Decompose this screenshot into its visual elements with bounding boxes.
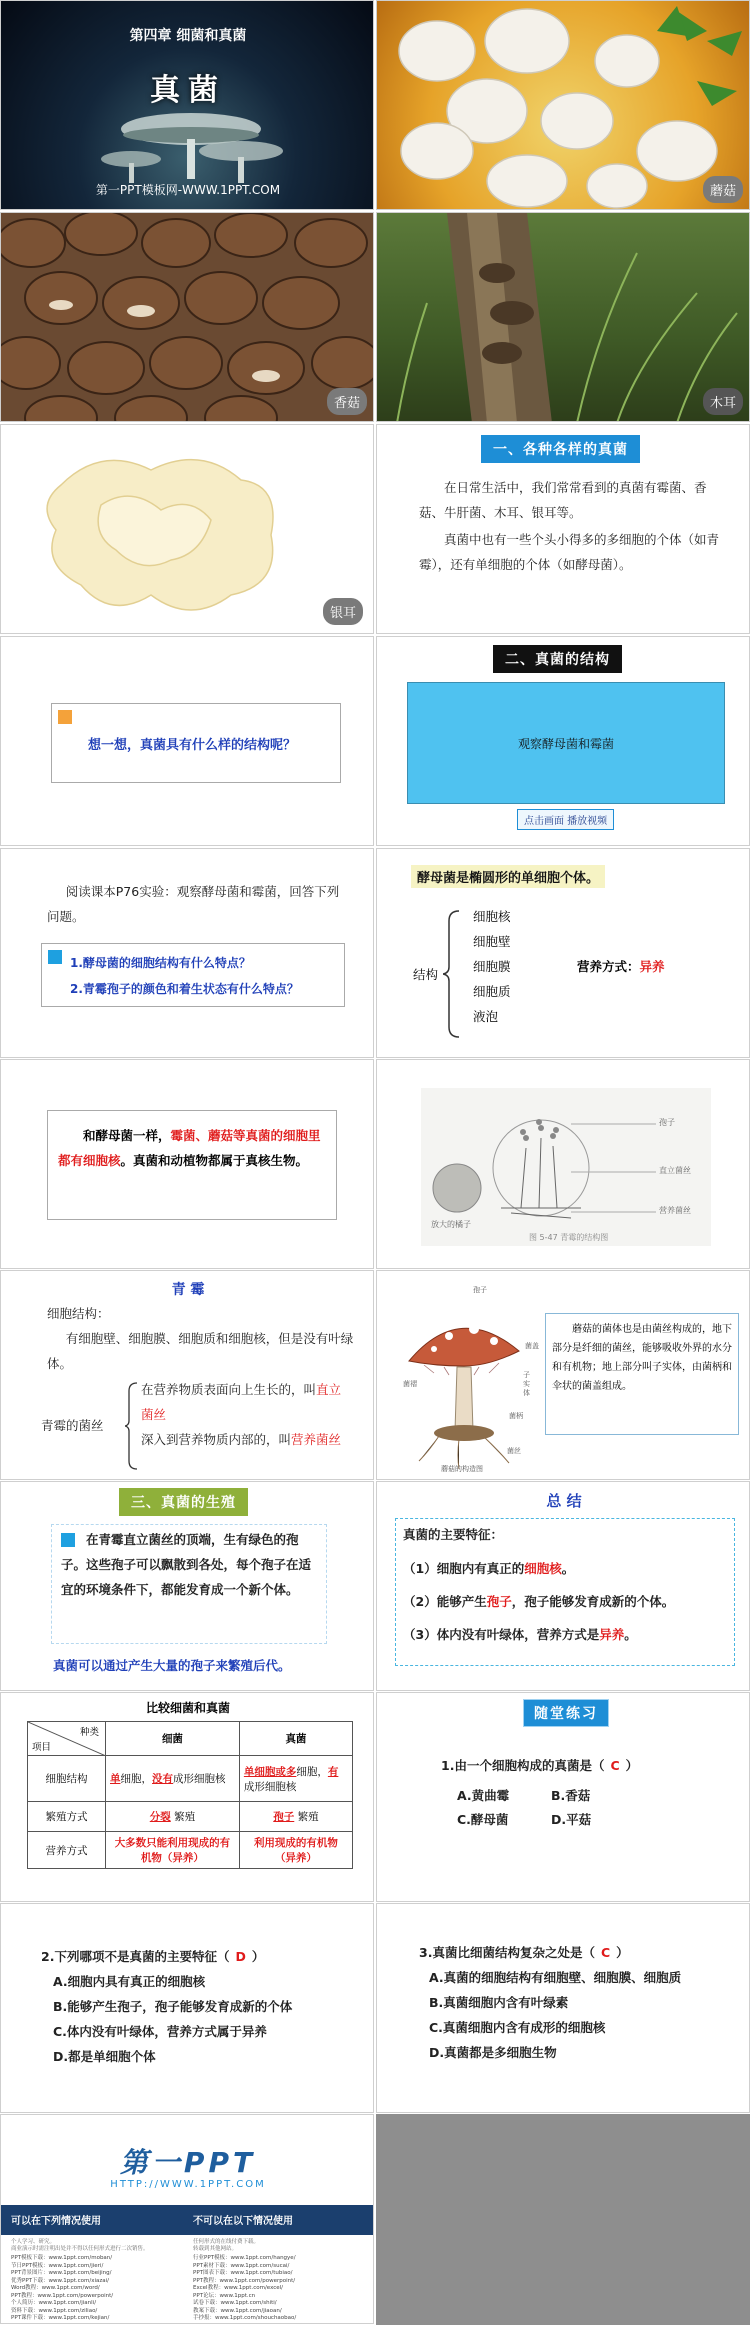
cannot-note-0: 任何形式的在线付费下载。 [193, 2239, 260, 2245]
q1-option-b[interactable]: B.香菇 [551, 1788, 591, 1803]
slide-variety[interactable] [376, 424, 750, 634]
structure-item-4: 液泡 [473, 1009, 499, 1024]
row-label-nutrition: 营养方式 [28, 1832, 106, 1869]
mushroom-label-body: 子实体 [523, 1371, 530, 1397]
cannot-note-1: 转载到其他网站。 [193, 2246, 238, 2252]
brace-icon [443, 909, 463, 1039]
q2-option-c[interactable]: C.体内没有叶绿体，营养方式属于异养 [53, 2024, 267, 2039]
r1c2a: 单细胞或多 [243, 1765, 297, 1778]
q1-text: 1.由一个细胞构成的真菌是（ [441, 1758, 605, 1773]
q1-option-c[interactable]: C.酵母菌 [457, 1812, 509, 1827]
eukaryote-post: 。真菌和动植物都属于真核生物。 [120, 1153, 309, 1168]
r2c1b: 繁殖 [174, 1811, 196, 1823]
sp1a: （1）细胞内有真正的 [403, 1561, 525, 1576]
link-left-2[interactable]: PPT背景图片：www.1ppt.com/beijing/ [11, 2270, 112, 2276]
q2-text: 2.下列哪项不是真菌的主要特征（ [41, 1949, 230, 1964]
corner-bottom: 项目 [32, 1742, 52, 1753]
orange-square-icon [58, 710, 72, 724]
eukaryote-pre: 和酵母菌一样， [83, 1128, 171, 1143]
slide-mushroom-photo[interactable] [376, 0, 750, 210]
link-right-7[interactable]: 教案下载：www.1ppt.com/jiaoan/ [193, 2307, 282, 2314]
table-header-row [28, 1722, 353, 1756]
slide-read-experiment[interactable] [0, 848, 374, 1058]
header-bacteria: 细菌 [106, 1722, 240, 1756]
cannot-use-title: 不可以在以下情况使用 [193, 2216, 293, 2227]
mushroom-caption: 蘑菇的构造图 [441, 1465, 483, 1473]
section-heading-2: 二、真菌的结构 [493, 645, 622, 673]
white-mushrooms-image [377, 1, 750, 210]
r1c1d: 成形细胞核 [173, 1773, 226, 1785]
structure-item-1: 细胞壁 [473, 934, 511, 949]
link-right-3[interactable]: PPT教程：www.1ppt.com/powerpoint/ [193, 2277, 296, 2284]
slide-yeast-structure[interactable] [376, 848, 750, 1058]
nutrition-label-text: 营养方式： [577, 959, 640, 974]
practice-question-1 [441, 1753, 638, 1778]
label-vegetative-hyphae: 营养菌丝 [659, 1206, 691, 1215]
tremella-image [1, 425, 374, 634]
link-left-8[interactable]: PPT课件下载：www.1ppt.com/kejian/ [11, 2315, 110, 2321]
slide-structure-video[interactable] [376, 636, 750, 846]
mushroom-label-stalk: 菌柄 [509, 1412, 523, 1420]
variety-paragraph-2: 真菌中也有一些个头小得多的多细胞的个体（如青霉），还有单细胞的个体（如酵母菌）。 [419, 532, 720, 572]
q2-end: ） [251, 1949, 265, 1964]
vegetative-pre: 深入到营养物质内部的，叫 [141, 1432, 292, 1447]
practice-heading: 随堂练习 [523, 1699, 609, 1727]
section-heading-3: 三、真菌的生殖 [119, 1488, 248, 1516]
slide-think[interactable] [0, 636, 374, 846]
fungi-structure [239, 1756, 352, 1802]
link-right-0[interactable]: 行业PPT模板：www.1ppt.com/hangye/ [193, 2255, 296, 2261]
sp1b: 细胞核 [524, 1561, 562, 1576]
label-orange: 放大的橘子 [431, 1220, 471, 1229]
r1c1b: 细胞， [120, 1773, 152, 1785]
slide-comparison[interactable] [0, 1692, 374, 1902]
q3-answer: C [600, 1945, 611, 1960]
summary-point-3 [403, 1622, 637, 1647]
mushroom-tag: 蘑菇 [703, 176, 743, 203]
mushroom-label-cap: 菌盖 [525, 1342, 539, 1350]
table-row [28, 1832, 353, 1869]
link-right-8[interactable]: 手抄报：www.1ppt.com/shouchaobao/ [193, 2315, 297, 2321]
practice-question-2 [41, 1944, 264, 1969]
shiitake-tag: 香菇 [327, 388, 367, 415]
link-right-5[interactable]: PPT论坛：www.1ppt.cn [193, 2292, 256, 2299]
link-left-4[interactable]: Word教程：www.1ppt.com/word/ [11, 2285, 100, 2291]
aerial-pre: 在营养物质表面向上生长的，叫 [141, 1382, 317, 1397]
penicillium-title: 青 霉 [171, 1282, 205, 1298]
link-right-1[interactable]: PPT素材下载：www.1ppt.com/sucai/ [193, 2262, 290, 2269]
link-left-3[interactable]: 优秀PPT下载：www.1ppt.com/xiazai/ [11, 2277, 110, 2284]
link-right-6[interactable]: 试卷下载：www.1ppt.com/shiti/ [193, 2300, 277, 2306]
video-box[interactable] [407, 682, 725, 804]
r1c2b: 细胞， [296, 1765, 328, 1778]
link-right-2[interactable]: PPT图表下载：www.1ppt.com/tubiao/ [193, 2270, 293, 2276]
structure-label: 结构 [413, 967, 439, 982]
sp3b: 异养 [599, 1627, 625, 1642]
diagram-caption: 图 5-47 青霉的结构图 [529, 1233, 609, 1242]
fungi-reproduction [239, 1802, 352, 1832]
table-row [28, 1756, 353, 1802]
table-row [28, 1802, 353, 1832]
sp1c: 。 [561, 1561, 575, 1576]
sp3c: 。 [624, 1627, 637, 1642]
q3-option-c[interactable]: C.真菌细胞内含有成形的细胞核 [429, 2020, 606, 2035]
slide-summary[interactable] [376, 1481, 750, 1691]
summary-point-1 [403, 1556, 574, 1581]
slide-reproduction[interactable] [0, 1481, 374, 1691]
r1c2c: 有 [327, 1765, 339, 1778]
corner-top: 种类 [79, 1727, 99, 1738]
structure-item-0: 细胞核 [473, 909, 511, 924]
play-video-button[interactable]: 点击画面 播放视频 [517, 809, 614, 830]
slide-shiitake-photo[interactable] [0, 212, 374, 422]
vegetative-term: 营养菌丝 [291, 1432, 342, 1447]
blue-square-icon [48, 950, 62, 964]
cell-structure-label: 细胞结构： [47, 1306, 110, 1321]
reproduction-text: 在青霉直立菌丝的顶端，生有绿色的孢子。这些孢子可以飘散到各处，每个孢子在适宜的环境条件下，都能发育成一个新个体。 [61, 1532, 312, 1597]
link-left-1[interactable]: 节日PPT模板：www.1ppt.com/jieri/ [11, 2262, 104, 2269]
question-2: 2.青霉孢子的颜色和着生状态有什么特点？ [70, 982, 299, 996]
q3-end: ） [616, 1945, 629, 1960]
mushroom-label-gill: 菌褶 [403, 1380, 417, 1388]
q3-option-d[interactable]: D.真菌都是多细胞生物 [429, 2045, 557, 2060]
hyphae-brace-icon [125, 1381, 139, 1471]
slide-tremella-photo[interactable] [0, 424, 374, 634]
q1-end: ） [625, 1758, 639, 1773]
page-title: 真菌 [150, 73, 226, 108]
sp2b: 孢子 [486, 1594, 512, 1609]
structure-item-3: 细胞质 [473, 984, 511, 999]
hyphae-label: 青霉的菌丝 [41, 1418, 104, 1433]
reproduction-summary: 真菌可以通过产生大量的孢子来繁殖后代。 [53, 1658, 291, 1673]
eukaryote-red: 霉菌、蘑菇等真菌的细胞里都有细胞核 [58, 1128, 321, 1168]
variety-paragraph-1: 在日常生活中，我们常常看到的真菌有霉菌、香菇、牛肝菌、木耳、银耳等。 [419, 480, 707, 520]
link-left-6[interactable]: 个人简历：www.1ppt.com/jianli/ [11, 2300, 97, 2306]
slide-title[interactable] [0, 0, 374, 210]
r2c2b: 繁殖 [297, 1811, 319, 1823]
r1c1a: 单 [110, 1773, 121, 1785]
bacteria-nutrition: 大多数只能利用现成的有机物（异养） [106, 1832, 240, 1869]
r2c2a: 孢子 [273, 1811, 295, 1823]
link-right-4[interactable]: Excel教程：www.1ppt.com/excel/ [193, 2285, 284, 2291]
q3-option-b[interactable]: B.真菌细胞内含有叶绿素 [429, 1995, 569, 2010]
can-note-0: 个人学习、研究。 [11, 2239, 56, 2245]
section-heading-1: 一、各种各样的真菌 [481, 435, 640, 463]
logo-url[interactable]: HTTP://WWW.1PPT.COM [110, 2179, 266, 2190]
eukaryote-text [58, 1123, 328, 1173]
wood-ear-tag: 木耳 [703, 388, 743, 415]
eukaryote-box [47, 1110, 337, 1220]
slide-practice-2[interactable] [0, 1903, 374, 2113]
questions-box [41, 943, 345, 1007]
video-box-label: 观察酵母菌和霉菌 [517, 737, 614, 751]
chapter-text: 第四章 细菌和真菌 [129, 28, 247, 44]
mushroom-description: 蘑菇的菌体也是由菌丝构成的，地下部分是纤细的菌丝，能够吸收外界的水分和有机物；地上部分叫子实体，由菌柄和伞状的菌盖组成。 [552, 1324, 732, 1392]
question-box [51, 703, 341, 783]
wood-ear-image [377, 213, 750, 422]
slide-practice-1[interactable] [376, 1692, 750, 1902]
link-left-5[interactable]: PPT教程：www.1ppt.com/powerpoint/ [11, 2292, 114, 2299]
bacteria-reproduction [106, 1802, 240, 1832]
sp2c: ，孢子能够发育成新的个体。 [511, 1594, 675, 1609]
label-spore: 孢子 [659, 1118, 675, 1127]
mushroom-label-hyphae: 菌丝 [507, 1447, 521, 1455]
link-left-0[interactable]: PPT模板下载：www.1ppt.com/moban/ [11, 2255, 113, 2261]
experiment-intro: 阅读课本P76实验：观察酵母菌和霉菌，回答下列问题。 [47, 884, 340, 924]
can-use-title: 可以在下列情况使用 [11, 2216, 101, 2227]
slide-practice-3[interactable] [376, 1903, 750, 2113]
structure-item-2: 细胞膜 [473, 959, 511, 974]
fungi-nutrition: 利用现成的有机物（异养） [239, 1832, 352, 1869]
shiitake-image [1, 213, 374, 422]
summary-point-2 [403, 1589, 674, 1614]
sp3a: （3）体内没有叶绿体，营养方式是 [403, 1627, 600, 1642]
q3-option-a[interactable]: A.真菌的细胞结构有细胞壁、细胞膜、细胞质 [429, 1970, 682, 1985]
label-aerial-hyphae: 直立菌丝 [659, 1166, 691, 1175]
mushroom-description-box [545, 1313, 739, 1435]
usage-band [1, 2205, 374, 2235]
comparison-table [27, 1721, 353, 1869]
q1-answer: C [610, 1758, 620, 1773]
slide-penicillium[interactable] [0, 1270, 374, 1480]
practice-question-3 [419, 1940, 629, 1965]
think-question: 想一想，真菌具有什么样的结构呢？ [88, 738, 297, 753]
q1-option-d[interactable]: D.平菇 [551, 1812, 592, 1827]
r1c2d: 成形细胞核 [243, 1780, 297, 1793]
q1-option-a[interactable]: A.黄曲霉 [457, 1788, 510, 1803]
vegetative-hyphae-text [141, 1427, 351, 1452]
link-list-right [193, 2255, 369, 2323]
summary-title: 总 结 [546, 1492, 582, 1510]
aerial-term: 直立菌丝 [141, 1382, 342, 1422]
r2c1a: 分裂 [149, 1811, 171, 1823]
aerial-hyphae-text [141, 1377, 351, 1427]
q2-option-d[interactable]: D.都是单细胞个体 [53, 2049, 156, 2064]
corner-cell [28, 1722, 106, 1756]
comparison-title: 比较细菌和真菌 [145, 1701, 230, 1715]
slide-closing[interactable] [0, 2114, 374, 2324]
tremella-tag: 银耳 [323, 598, 363, 625]
slide-eukaryote[interactable] [0, 1059, 374, 1269]
sp2a: （2）能够产生 [403, 1594, 487, 1609]
logo: 第一PPT [119, 2146, 257, 2179]
can-note-1: 商业演示时需注明出处并不得以任何形式进行二次销售。 [11, 2246, 149, 2252]
bacteria-structure [106, 1756, 240, 1802]
q3-text: 3.真菌比细菌结构复杂之处是（ [419, 1945, 595, 1960]
slide-wood-ear-photo[interactable] [376, 212, 750, 422]
site-text: 第一PPT模板网-WWW.1PPT.COM [95, 183, 281, 197]
link-list-left [11, 2255, 187, 2323]
summary-subtitle: 真菌的主要特征： [403, 1527, 504, 1542]
link-left-7[interactable]: 资料下载：www.1ppt.com/ziliao/ [11, 2307, 98, 2314]
cell-structure-text: 有细胞壁、细胞膜、细胞质和细胞核，但是没有叶绿体。 [47, 1331, 354, 1371]
slide-mushroom-structure[interactable] [376, 1270, 750, 1480]
nutrition-value: 异养 [639, 959, 665, 974]
diagram-frame [421, 1088, 711, 1246]
empty-area [376, 2114, 750, 2325]
nutrition-label [577, 957, 665, 975]
row-label-reproduction: 繁殖方式 [28, 1802, 106, 1832]
r1c1c: 没有 [152, 1773, 173, 1785]
header-fungi: 真菌 [239, 1722, 352, 1756]
q2-answer: D [235, 1949, 246, 1964]
yeast-heading: 酵母菌是椭圆形的单细胞个体。 [411, 865, 605, 888]
q2-option-b[interactable]: B.能够产生孢子，孢子能够发育成新的个体 [53, 1999, 293, 2014]
q2-option-a[interactable]: A.细胞内具有真正的细胞核 [53, 1974, 206, 1989]
row-label-structure: 细胞结构 [28, 1756, 106, 1802]
mushroom-label-spore: 孢子 [473, 1286, 487, 1294]
slide-penicillium-diagram[interactable] [376, 1059, 750, 1269]
question-1: 1.酵母菌的细胞结构有什么特点？ [70, 956, 251, 970]
